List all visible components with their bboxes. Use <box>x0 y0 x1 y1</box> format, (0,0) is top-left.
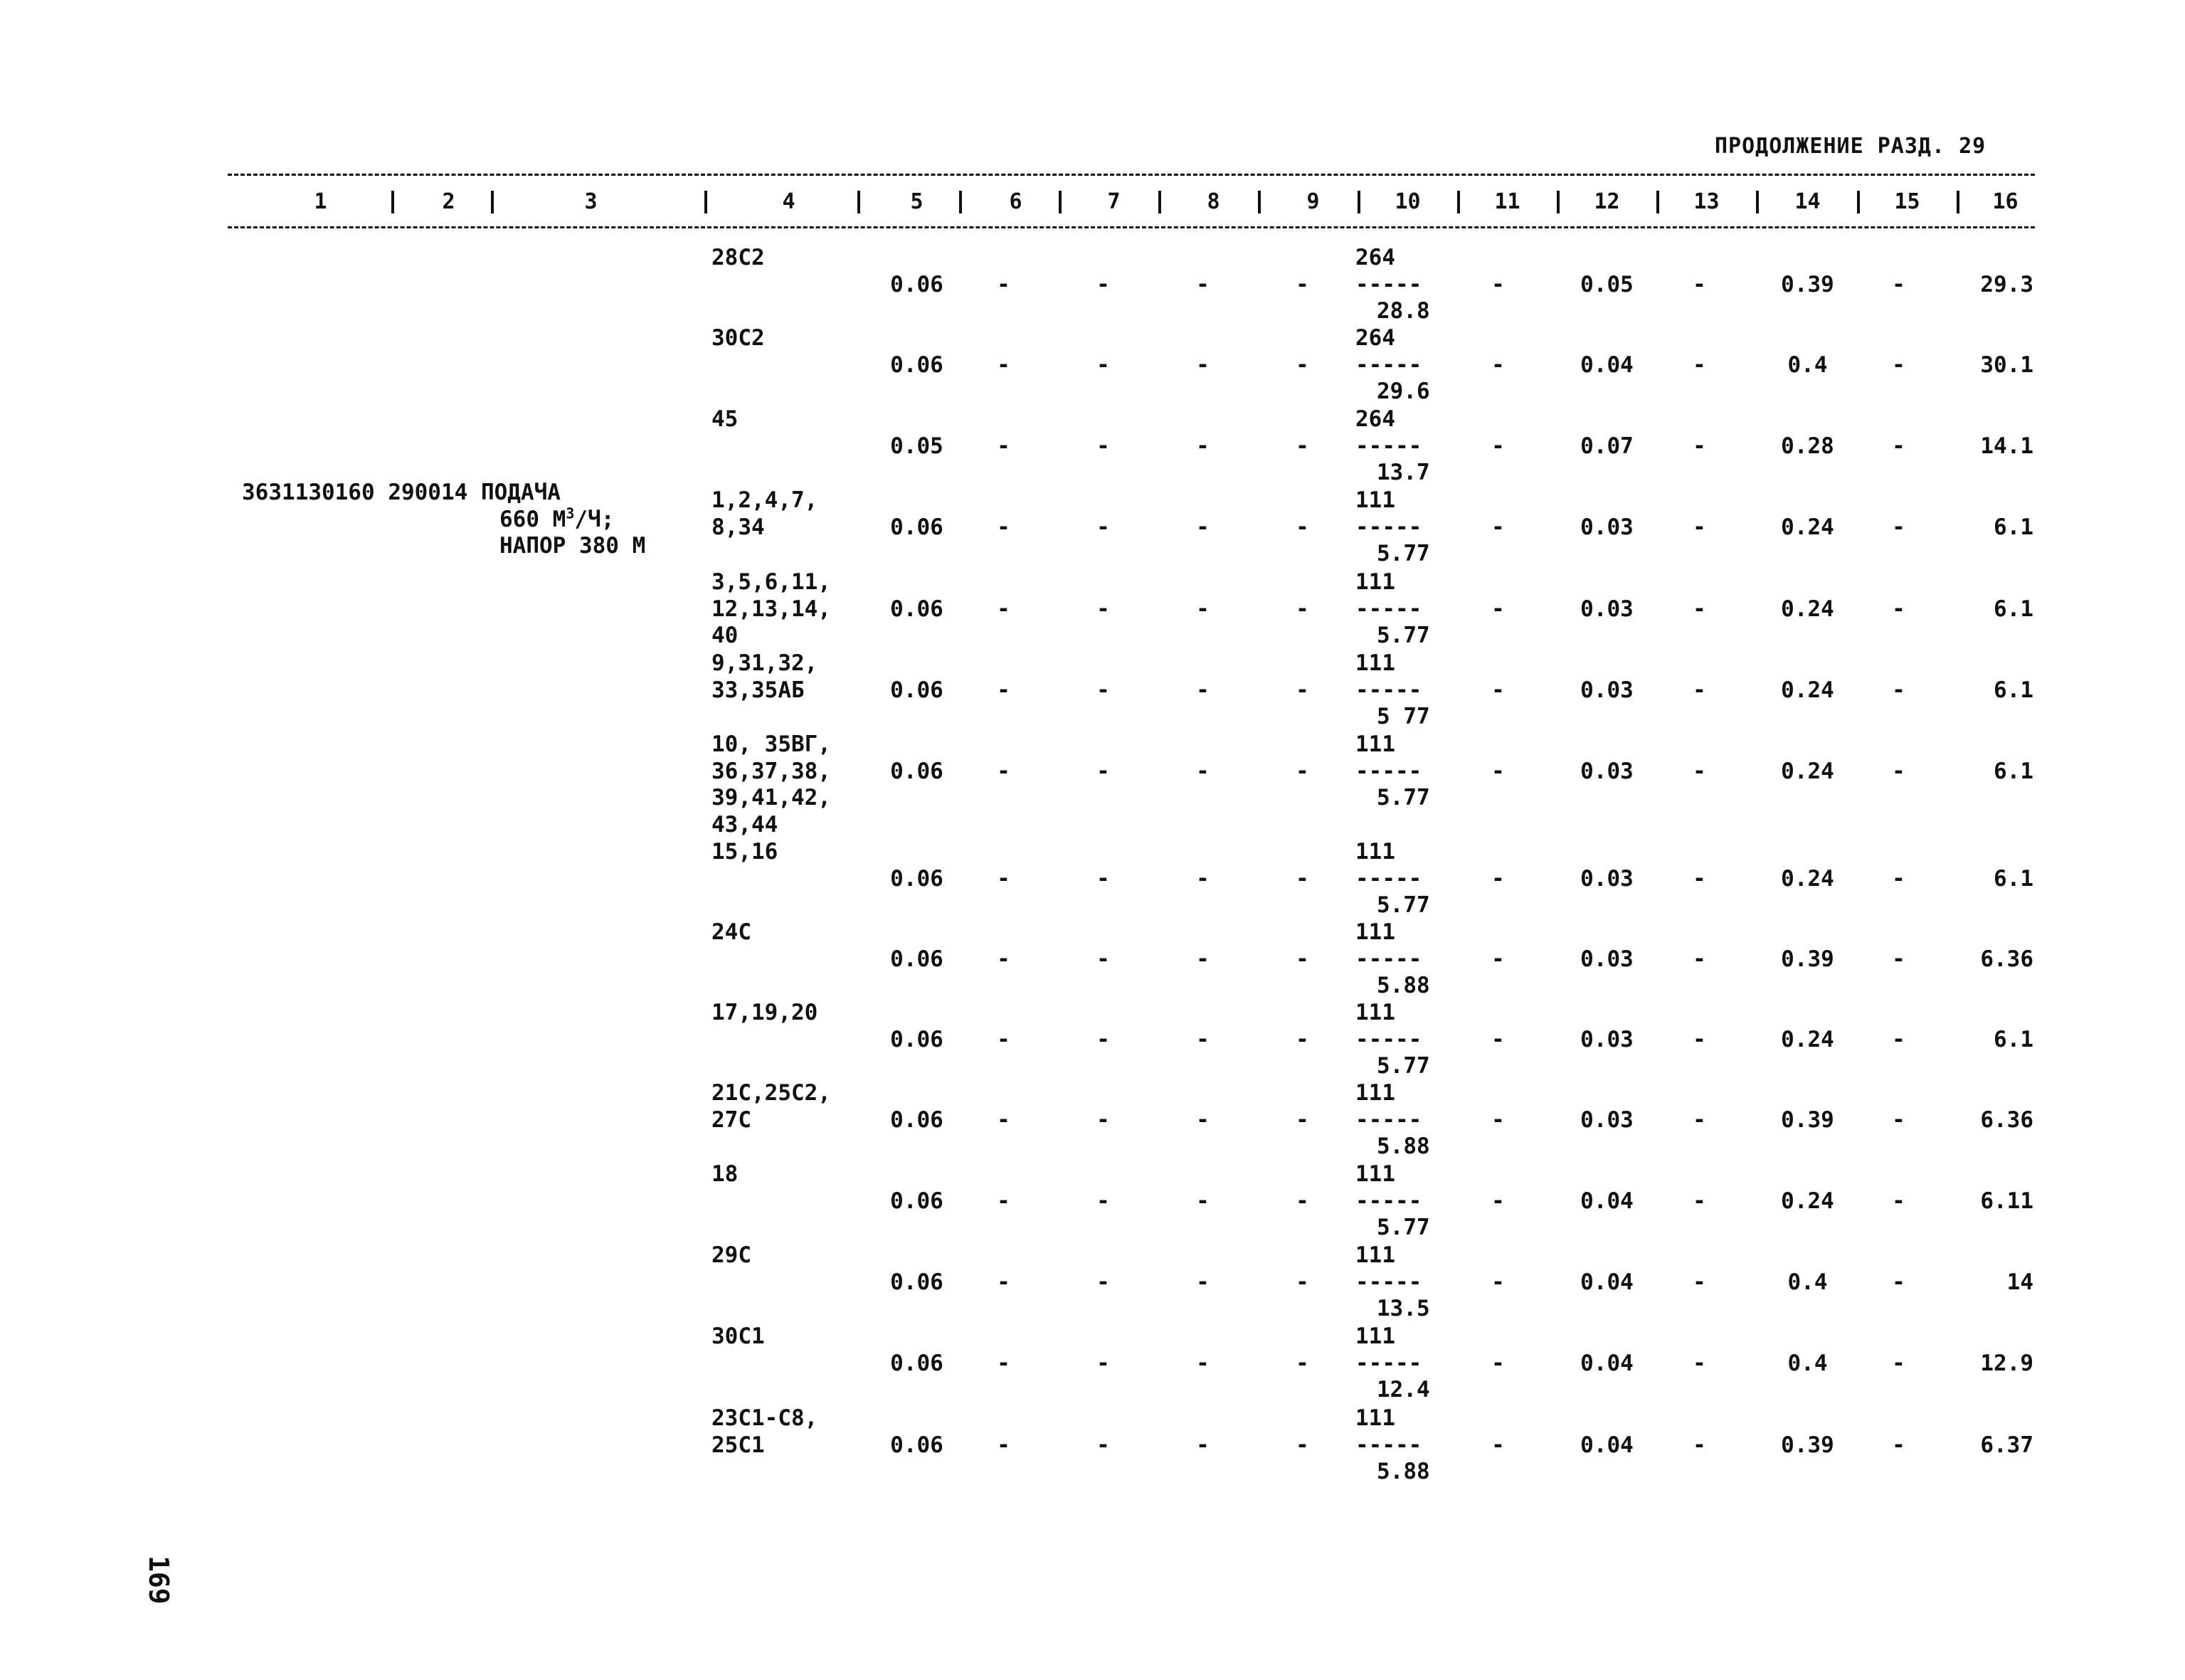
col9-value: - <box>1296 1350 1309 1376</box>
col16-value: 12.9 <box>1980 1350 2033 1376</box>
col11-value: - <box>1491 596 1505 622</box>
col10-fraction-line: ----- <box>1355 677 1422 703</box>
col13-value: - <box>1693 1432 1706 1458</box>
col5-value: 0.06 <box>890 1026 943 1052</box>
col10-fraction-line: ----- <box>1355 596 1422 622</box>
col13-value: - <box>1693 433 1706 459</box>
col12-value: 0.03 <box>1580 677 1634 703</box>
spec-cell: 10, 35ВГ, 36,37,38, 39,41,42, 43,44 <box>711 731 831 838</box>
col7-value: - <box>1096 1432 1110 1458</box>
col10-fraction-line: ----- <box>1355 758 1422 784</box>
column-header-13: 13 <box>1693 189 1720 214</box>
col7-value: - <box>1096 1106 1110 1133</box>
col10-denominator: 5.77 <box>1377 785 1430 810</box>
col10-numerator: 111 <box>1355 1080 1395 1106</box>
col10-denominator: 5.77 <box>1377 1215 1430 1240</box>
col14-value: 0.39 <box>1781 946 1834 972</box>
col11-value: - <box>1491 1188 1505 1214</box>
col13-value: - <box>1693 865 1706 892</box>
column-header-10: 10 <box>1395 189 1421 214</box>
col12-value: 0.04 <box>1580 1188 1634 1214</box>
col5-value: 0.06 <box>890 1106 943 1133</box>
col10-denominator: 5.88 <box>1377 973 1430 998</box>
col15-value: - <box>1892 677 1905 703</box>
col9-value: - <box>1296 271 1309 297</box>
col16-value: 14.1 <box>1980 433 2033 459</box>
col12-value: 0.04 <box>1580 1350 1634 1376</box>
col7-value: - <box>1096 1188 1110 1214</box>
col16-value: 30.1 <box>1980 352 2033 378</box>
col14-value: 0.24 <box>1781 677 1834 703</box>
spec-cell: 18 <box>711 1161 739 1187</box>
spec-cell: 17,19,20 <box>711 1000 818 1025</box>
col8-value: - <box>1196 1432 1210 1458</box>
col5-value: 0.06 <box>890 514 943 540</box>
column-header-12: 12 <box>1594 189 1620 214</box>
col10-denominator: 13.7 <box>1377 460 1430 485</box>
product-desc-superscript: 3 <box>566 504 575 522</box>
column-header-8: 8 <box>1207 189 1220 214</box>
column-separator <box>1857 191 1860 213</box>
product-desc-line3: НАПОР 380 М <box>499 533 646 559</box>
col5-value: 0.06 <box>890 1269 943 1295</box>
col9-value: - <box>1296 1188 1309 1214</box>
col6-value: - <box>997 1269 1010 1295</box>
col10-fraction-line: ----- <box>1355 946 1422 972</box>
column-header-3: 3 <box>584 189 598 214</box>
col6-value: - <box>997 352 1010 378</box>
col6-value: - <box>997 433 1010 459</box>
col10-denominator: 13.5 <box>1377 1296 1430 1321</box>
column-header-16: 16 <box>1992 189 2019 214</box>
col5-value: 0.06 <box>890 1188 943 1214</box>
col9-value: - <box>1296 352 1309 378</box>
col11-value: - <box>1491 271 1505 297</box>
col10-numerator: 111 <box>1355 1324 1395 1349</box>
col6-value: - <box>997 271 1010 297</box>
col7-value: - <box>1096 1269 1110 1295</box>
column-separator <box>1358 191 1360 213</box>
col15-value: - <box>1892 514 1905 540</box>
col15-value: - <box>1892 758 1905 784</box>
col10-numerator: 111 <box>1355 487 1395 513</box>
col9-value: - <box>1296 758 1309 784</box>
col15-value: - <box>1892 271 1905 297</box>
col15-value: - <box>1892 1350 1905 1376</box>
col5-value: 0.05 <box>890 433 943 459</box>
col14-value: 0.4 <box>1787 1350 1828 1376</box>
col10-denominator: 5 77 <box>1377 704 1430 729</box>
product-code: 3631130160 <box>242 480 375 505</box>
section-continuation-header: ПРОДОЛЖЕНИЕ РАЗД. 29 <box>1715 134 1986 159</box>
col11-value: - <box>1491 1432 1505 1458</box>
col14-value: 0.24 <box>1781 596 1834 622</box>
col15-value: - <box>1892 433 1905 459</box>
col16-value: 6.36 <box>1980 946 2033 972</box>
col15-value: - <box>1892 1432 1905 1458</box>
col14-value: 0.28 <box>1781 433 1834 459</box>
col10-fraction-line: ----- <box>1355 865 1422 892</box>
col13-value: - <box>1693 1188 1706 1214</box>
col6-value: - <box>997 865 1010 892</box>
column-separator <box>1059 191 1062 213</box>
product-description <box>242 480 697 560</box>
col12-value: 0.04 <box>1580 1269 1634 1295</box>
column-separator <box>1158 191 1161 213</box>
col16-value: 6.1 <box>1994 514 2033 540</box>
column-separator <box>1457 191 1460 213</box>
col10-numerator: 111 <box>1355 731 1395 757</box>
col9-value: - <box>1296 433 1309 459</box>
col10-denominator: 5.77 <box>1377 1053 1430 1079</box>
col7-value: - <box>1096 946 1110 972</box>
product-desc-line2-unit: /Ч; <box>574 506 615 532</box>
col16-value: 6.1 <box>1994 758 2033 784</box>
col8-value: - <box>1196 514 1210 540</box>
col15-value: - <box>1892 352 1905 378</box>
col8-value: - <box>1196 433 1210 459</box>
col10-fraction-line: ----- <box>1355 1026 1422 1052</box>
col6-value: - <box>997 1106 1010 1133</box>
col8-value: - <box>1196 1269 1210 1295</box>
spec-cell: 29С <box>711 1242 751 1268</box>
col10-denominator: 5.77 <box>1377 541 1430 566</box>
col15-value: - <box>1892 1106 1905 1133</box>
col5-value: 0.06 <box>890 758 943 784</box>
column-separator <box>857 191 860 213</box>
column-separator <box>959 191 962 213</box>
col9-value: - <box>1296 1269 1309 1295</box>
col5-value: 0.06 <box>890 271 943 297</box>
spec-cell: 30С1 <box>711 1324 765 1349</box>
column-header-5: 5 <box>910 189 924 214</box>
column-separator <box>1756 191 1759 213</box>
col11-value: - <box>1491 514 1505 540</box>
col14-value: 0.39 <box>1781 271 1834 297</box>
col12-value: 0.03 <box>1580 596 1634 622</box>
column-header-4: 4 <box>782 189 795 214</box>
col16-value: 14 <box>2006 1269 2033 1295</box>
col6-value: - <box>997 946 1010 972</box>
spec-cell: 23С1-С8, 25С1 <box>711 1405 818 1458</box>
column-separator <box>491 191 494 213</box>
col13-value: - <box>1693 758 1706 784</box>
col6-value: - <box>997 514 1010 540</box>
col9-value: - <box>1296 1106 1309 1133</box>
col10-numerator: 264 <box>1355 245 1395 270</box>
col5-value: 0.06 <box>890 1432 943 1458</box>
col14-value: 0.24 <box>1781 514 1834 540</box>
col10-numerator: 111 <box>1355 1161 1395 1187</box>
col10-denominator: 29.6 <box>1377 379 1430 404</box>
col10-fraction-line: ----- <box>1355 1269 1422 1295</box>
col11-value: - <box>1491 946 1505 972</box>
col5-value: 0.06 <box>890 596 943 622</box>
col13-value: - <box>1693 1269 1706 1295</box>
col9-value: - <box>1296 596 1309 622</box>
spec-cell: 3,5,6,11, 12,13,14, 40 <box>711 569 831 648</box>
col8-value: - <box>1196 758 1210 784</box>
col10-fraction-line: ----- <box>1355 1432 1422 1458</box>
product-desc-line1: ПОДАЧА <box>480 480 561 505</box>
col11-value: - <box>1491 865 1505 892</box>
col10-fraction-line: ----- <box>1355 514 1422 540</box>
col16-value: 6.1 <box>1994 596 2033 622</box>
col12-value: 0.03 <box>1580 514 1634 540</box>
spec-cell: 15,16 <box>711 839 778 865</box>
col7-value: - <box>1096 596 1110 622</box>
column-separator <box>1957 191 1959 213</box>
col7-value: - <box>1096 271 1110 297</box>
col5-value: 0.06 <box>890 677 943 703</box>
col13-value: - <box>1693 271 1706 297</box>
col13-value: - <box>1693 677 1706 703</box>
col11-value: - <box>1491 1106 1505 1133</box>
page-number: 169 <box>143 1555 174 1605</box>
col6-value: - <box>997 677 1010 703</box>
col8-value: - <box>1196 677 1210 703</box>
column-header-11: 11 <box>1494 189 1520 214</box>
column-header-1: 1 <box>314 189 327 214</box>
col12-value: 0.03 <box>1580 1106 1634 1133</box>
column-separator <box>391 191 394 213</box>
col8-value: - <box>1196 1106 1210 1133</box>
column-separator <box>1656 191 1659 213</box>
column-header-14: 14 <box>1794 189 1821 214</box>
col8-value: - <box>1196 1350 1210 1376</box>
col14-value: 0.39 <box>1781 1106 1834 1133</box>
col13-value: - <box>1693 514 1706 540</box>
col14-value: 0.24 <box>1781 1188 1834 1214</box>
col15-value: - <box>1892 946 1905 972</box>
col11-value: - <box>1491 1350 1505 1376</box>
col10-numerator: 264 <box>1355 406 1395 432</box>
column-header-9: 9 <box>1306 189 1320 214</box>
column-header-15: 15 <box>1894 189 1920 214</box>
col11-value: - <box>1491 1269 1505 1295</box>
col13-value: - <box>1693 1350 1706 1376</box>
col8-value: - <box>1196 946 1210 972</box>
col10-numerator: 111 <box>1355 1000 1395 1025</box>
col13-value: - <box>1693 352 1706 378</box>
col6-value: - <box>997 1350 1010 1376</box>
col7-value: - <box>1096 758 1110 784</box>
col9-value: - <box>1296 514 1309 540</box>
col7-value: - <box>1096 433 1110 459</box>
col10-denominator: 12.4 <box>1377 1377 1430 1402</box>
col5-value: 0.06 <box>890 352 943 378</box>
col11-value: - <box>1491 758 1505 784</box>
col10-fraction-line: ----- <box>1355 271 1422 297</box>
column-header-6: 6 <box>1009 189 1022 214</box>
col13-value: - <box>1693 946 1706 972</box>
col15-value: - <box>1892 1026 1905 1052</box>
spec-cell: 9,31,32, 33,35АБ <box>711 650 818 703</box>
col7-value: - <box>1096 677 1110 703</box>
col5-value: 0.06 <box>890 946 943 972</box>
spec-cell: 1,2,4,7, 8,34 <box>711 487 818 540</box>
col6-value: - <box>997 1188 1010 1214</box>
col7-value: - <box>1096 514 1110 540</box>
col12-value: 0.03 <box>1580 1026 1634 1052</box>
col11-value: - <box>1491 1026 1505 1052</box>
col14-value: 0.24 <box>1781 758 1834 784</box>
header-top-rule <box>228 174 2035 176</box>
col10-numerator: 111 <box>1355 569 1395 595</box>
column-separator <box>704 191 707 213</box>
col6-value: - <box>997 1432 1010 1458</box>
spec-cell: 21С,25С2, 27С <box>711 1080 831 1133</box>
column-separator <box>1258 191 1261 213</box>
spec-cell: 28С2 <box>711 245 765 270</box>
col16-value: 6.1 <box>1994 1026 2033 1052</box>
col10-fraction-line: ----- <box>1355 1350 1422 1376</box>
col12-value: 0.03 <box>1580 865 1634 892</box>
col10-numerator: 111 <box>1355 839 1395 865</box>
col11-value: - <box>1491 433 1505 459</box>
col11-value: - <box>1491 352 1505 378</box>
col11-value: - <box>1491 677 1505 703</box>
col10-denominator: 5.88 <box>1377 1134 1430 1159</box>
col7-value: - <box>1096 865 1110 892</box>
col12-value: 0.07 <box>1580 433 1634 459</box>
col8-value: - <box>1196 1188 1210 1214</box>
col10-numerator: 111 <box>1355 919 1395 945</box>
col5-value: 0.06 <box>890 1350 943 1376</box>
col14-value: 0.24 <box>1781 1026 1834 1052</box>
col10-numerator: 111 <box>1355 1405 1395 1431</box>
col9-value: - <box>1296 1432 1309 1458</box>
col14-value: 0.39 <box>1781 1432 1834 1458</box>
col16-value: 6.1 <box>1994 865 2033 892</box>
col10-numerator: 111 <box>1355 1242 1395 1268</box>
col10-denominator: 5.88 <box>1377 1459 1430 1484</box>
col8-value: - <box>1196 352 1210 378</box>
column-header-2: 2 <box>442 189 455 214</box>
col9-value: - <box>1296 946 1309 972</box>
col12-value: 0.03 <box>1580 946 1634 972</box>
col15-value: - <box>1892 1269 1905 1295</box>
col10-numerator: 264 <box>1355 325 1395 351</box>
col10-denominator: 28.8 <box>1377 298 1430 324</box>
col9-value: - <box>1296 677 1309 703</box>
col16-value: 6.36 <box>1980 1106 2033 1133</box>
col6-value: - <box>997 758 1010 784</box>
col6-value: - <box>997 596 1010 622</box>
col16-value: 6.1 <box>1994 677 2033 703</box>
product-subcode: 290014 <box>388 480 468 505</box>
col13-value: - <box>1693 1106 1706 1133</box>
col8-value: - <box>1196 1026 1210 1052</box>
col10-fraction-line: ----- <box>1355 352 1422 378</box>
product-desc-line2: 660 М <box>499 506 566 532</box>
spec-cell: 24С <box>711 919 751 945</box>
col9-value: - <box>1296 1026 1309 1052</box>
col12-value: 0.03 <box>1580 758 1634 784</box>
spec-cell: 45 <box>711 406 739 432</box>
spec-cell: 30С2 <box>711 325 765 351</box>
col9-value: - <box>1296 865 1309 892</box>
column-header-7: 7 <box>1107 189 1121 214</box>
col7-value: - <box>1096 1026 1110 1052</box>
col7-value: - <box>1096 1350 1110 1376</box>
col14-value: 0.4 <box>1787 1269 1828 1295</box>
col8-value: - <box>1196 865 1210 892</box>
col10-denominator: 5.77 <box>1377 623 1430 648</box>
col10-fraction-line: ----- <box>1355 1188 1422 1214</box>
col8-value: - <box>1196 596 1210 622</box>
column-separator <box>1557 191 1560 213</box>
col10-fraction-line: ----- <box>1355 433 1422 459</box>
col14-value: 0.24 <box>1781 865 1834 892</box>
col12-value: 0.04 <box>1580 352 1634 378</box>
col13-value: - <box>1693 1026 1706 1052</box>
col5-value: 0.06 <box>890 865 943 892</box>
col8-value: - <box>1196 271 1210 297</box>
col15-value: - <box>1892 1188 1905 1214</box>
col16-value: 6.37 <box>1980 1432 2033 1458</box>
col12-value: 0.04 <box>1580 1432 1634 1458</box>
col15-value: - <box>1892 596 1905 622</box>
col14-value: 0.4 <box>1787 352 1828 378</box>
col12-value: 0.05 <box>1580 271 1634 297</box>
col13-value: - <box>1693 596 1706 622</box>
col10-denominator: 5.77 <box>1377 892 1430 918</box>
col6-value: - <box>997 1026 1010 1052</box>
col16-value: 6.11 <box>1980 1188 2033 1214</box>
col15-value: - <box>1892 865 1905 892</box>
header-bottom-rule <box>228 226 2035 228</box>
col10-fraction-line: ----- <box>1355 1106 1422 1133</box>
col10-numerator: 111 <box>1355 650 1395 676</box>
col7-value: - <box>1096 352 1110 378</box>
col16-value: 29.3 <box>1980 271 2033 297</box>
